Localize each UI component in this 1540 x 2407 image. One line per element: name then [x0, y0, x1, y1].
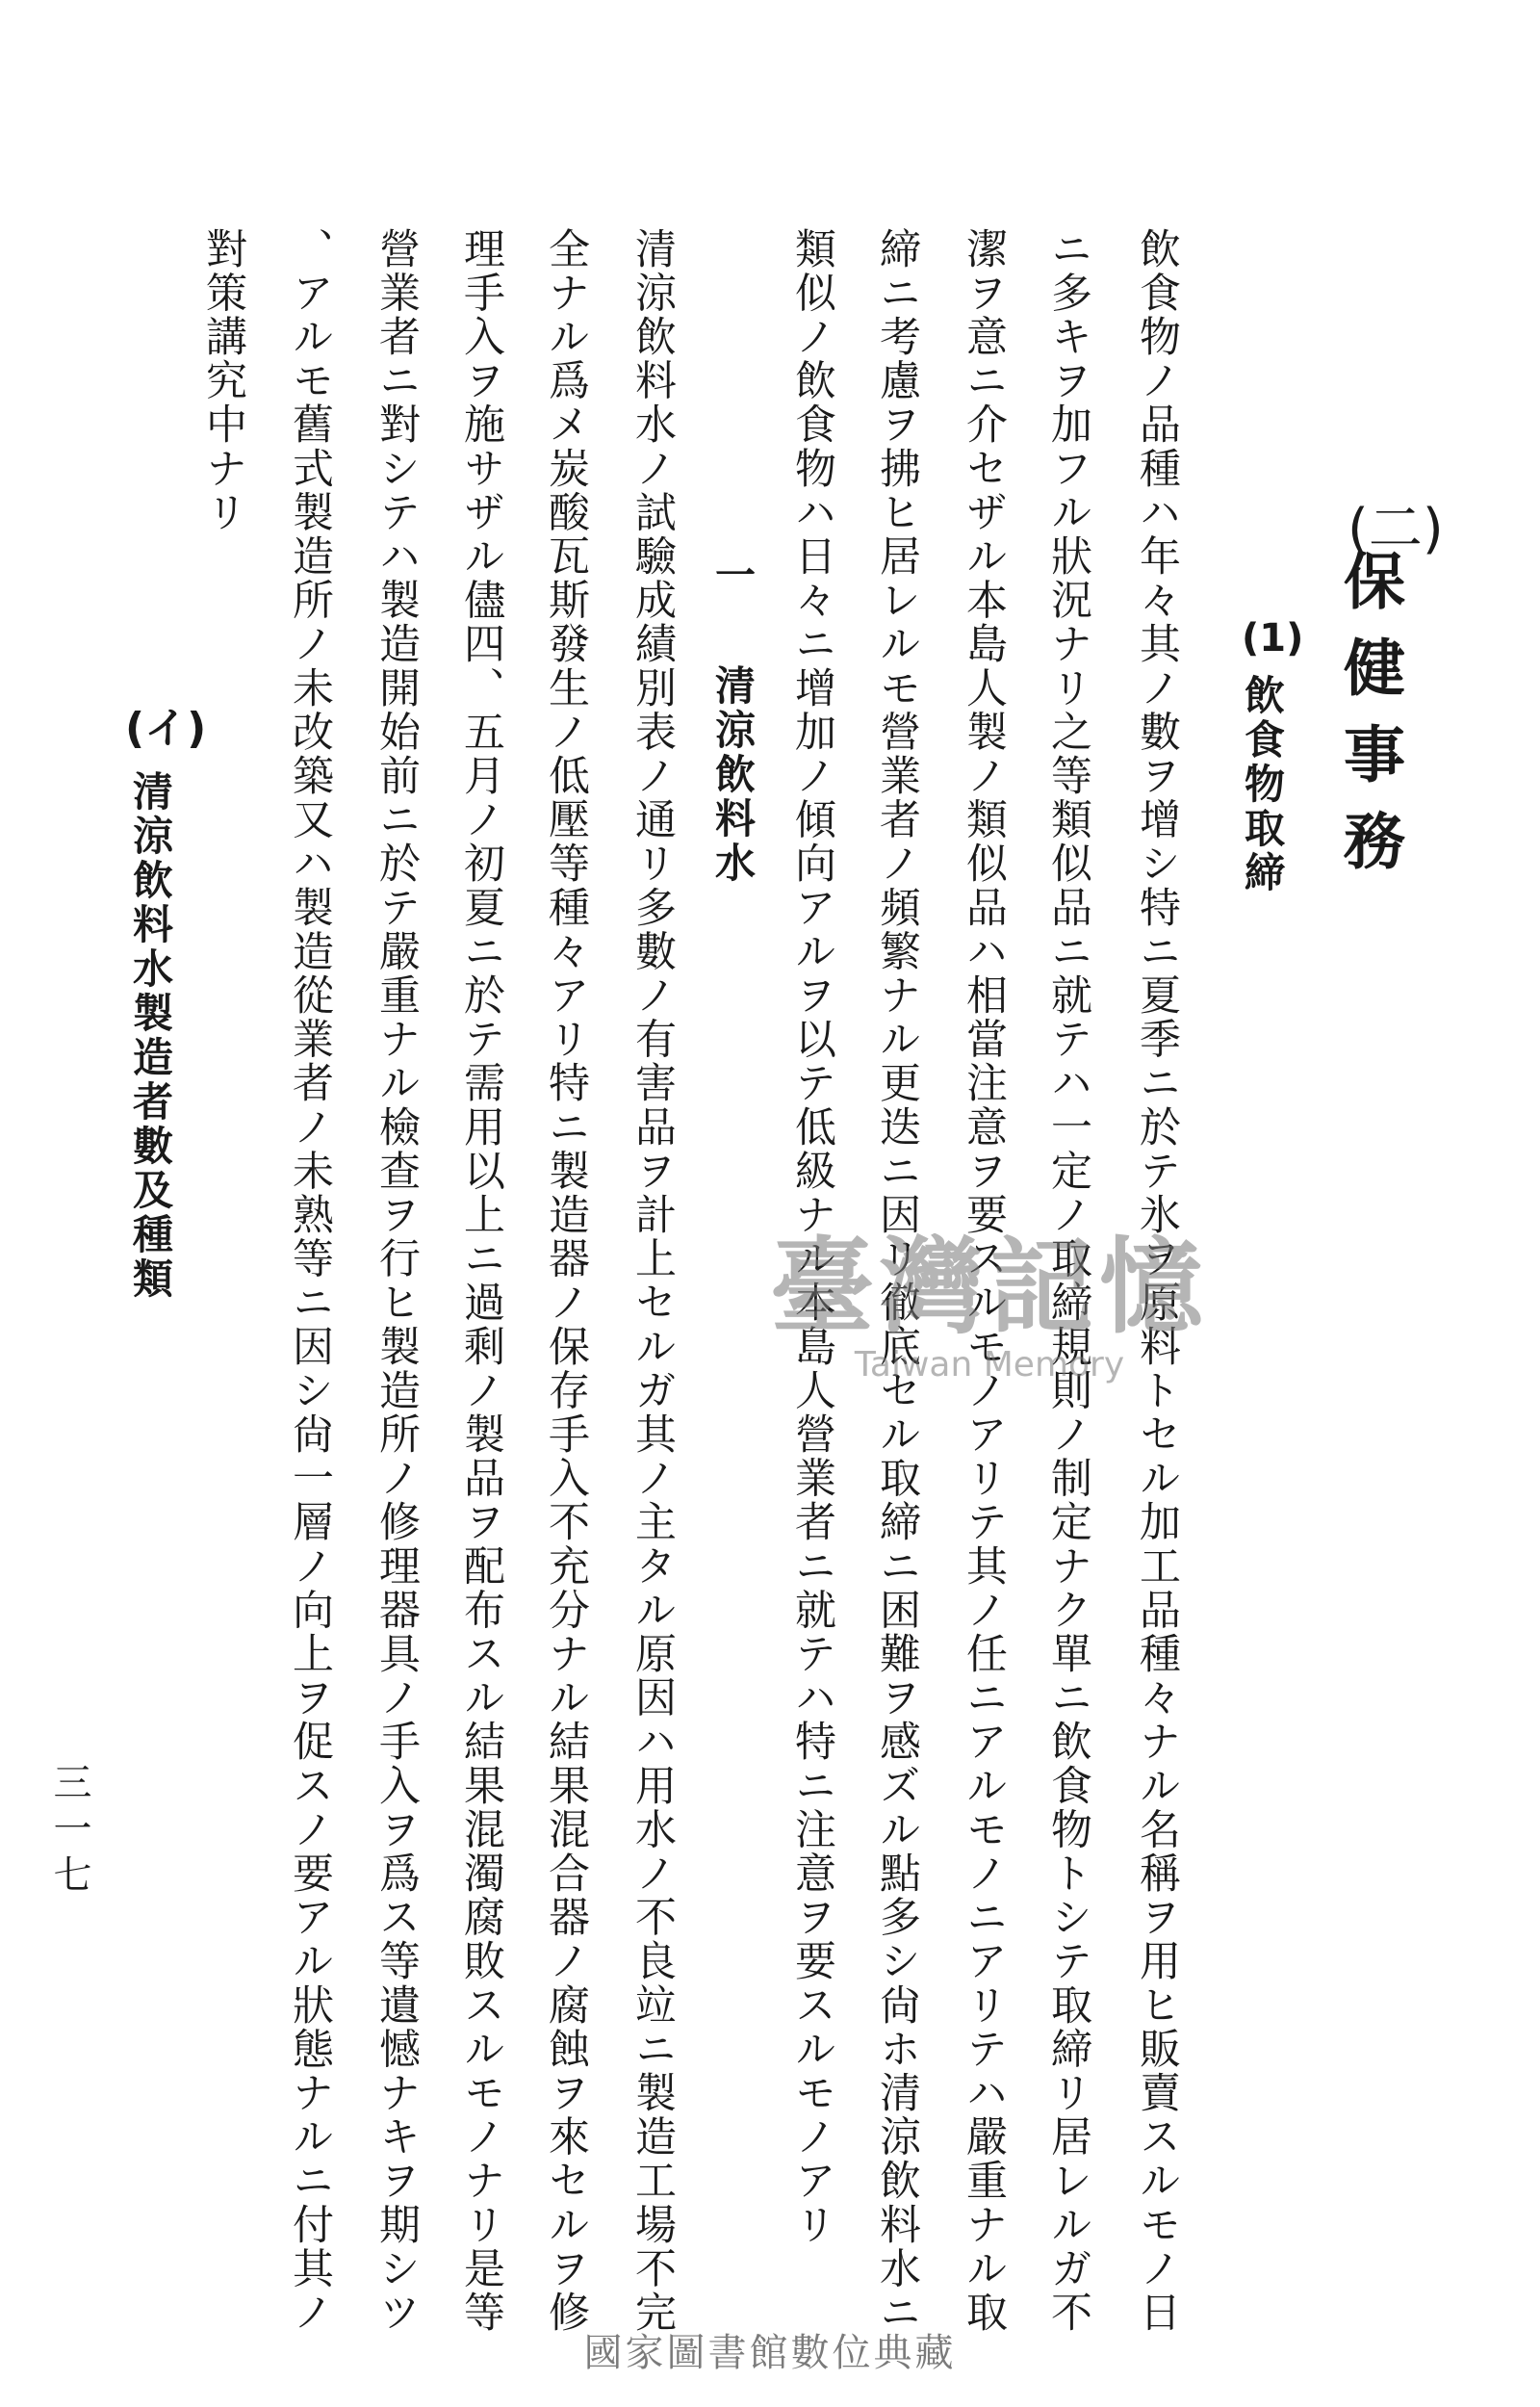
paragraph-2-line-2: 全ナル爲メ炭酸瓦斯發生ノ低壓等種々アリ特ニ製造器ノ保存手入不充分ナル結果混合器ノ腐蝕ヲ來セルヲ修: [542, 227, 590, 2335]
paragraph-1-line-4: 締ニ考慮ヲ拂ヒ居レルモ營業者ノ頻繁ナル更迭ニ因リ徹底セル取締ニ困難ヲ感ズル點多シ尙ホ清涼飲料水ニ: [873, 227, 921, 2335]
paragraph-2-line-4: 營業者ニ對シテハ製造開始前ニ於テ嚴重ナル檢查ヲ行ヒ製造所ノ修理器具ノ手入ヲ爲ス等遺憾ナキヲ期シツ: [372, 227, 421, 2335]
subsection-1-title: 飲食物取締: [1239, 674, 1286, 895]
paragraph-1-line-3: 潔ヲ意ニ介セザル本島人製ノ類似品ハ相當注意ヲ要スルモノアリテ其ノ任ニアルモノニアリテハ嚴重ナル取: [960, 227, 1008, 2335]
paragraph-2-line-1: 清涼飲料水ノ試驗成績別表ノ通リ多數ノ有害品ヲ計上セルガ其ノ主タル原因ハ用水ノ不良竝ニ製造工場不完: [629, 227, 677, 2335]
subsection-1-numeral: (1): [1242, 616, 1304, 660]
watermark-chars: 臺灣記憶: [770, 1227, 1210, 1348]
paragraph-1-line-2: ニ多キヲ加フル狀況ナリ之等類似品ニ就テハ一定ノ取締規則ノ制定ナク單ニ飲食物トシテ取締リ居レルガ不: [1044, 227, 1092, 2335]
paragraph-2-line-5: 、アルモ舊式製造所ノ未改築又ハ製造從業者ノ未熟等ニ因シ尙一層ノ向上ヲ促スノ要アル狀態ナルニ付其ノ: [286, 227, 334, 2335]
subsection-2-numeral: 一: [709, 554, 757, 598]
footer-credit: 國家圖書館數位典藏: [583, 2331, 957, 2375]
paragraph-1-line-1: 飲食物ノ品種ハ年々其ノ數ヲ增シ特ニ夏季ニ於テ氷ヲ原料トセル加工品種々ナル名稱ヲ用ヒ販賣スルモノ日: [1133, 227, 1181, 2335]
subsection-3-title: 清涼飲料水製造者數及種類: [127, 770, 174, 1302]
section-numeral: (二): [1348, 498, 1444, 560]
paragraph-1-line-5: 類似ノ飲食物ハ日々ニ增加ノ傾向アルヲ以テ低級ナル本島人營業者ニ就テハ特ニ注意ヲ要スルモノアリ: [788, 227, 836, 2247]
subsection-3-numeral: (イ): [125, 704, 207, 753]
page-number: 三一七: [47, 1762, 91, 1901]
paragraph-2-line-3: 理手入ヲ施サザル儘四、五月ノ初夏ニ於テ需用以上ニ過剩ノ製品ヲ配布スル結果混濁腐敗スルモノナリ是等: [457, 227, 505, 2335]
paragraph-2-line-6: 對策講究中ナリ: [199, 227, 247, 535]
subsection-2-title: 清涼飲料水: [709, 664, 757, 886]
section-title: 保健事務: [1333, 549, 1405, 895]
watermark-english: Taiwan Memory: [854, 1345, 1125, 1385]
